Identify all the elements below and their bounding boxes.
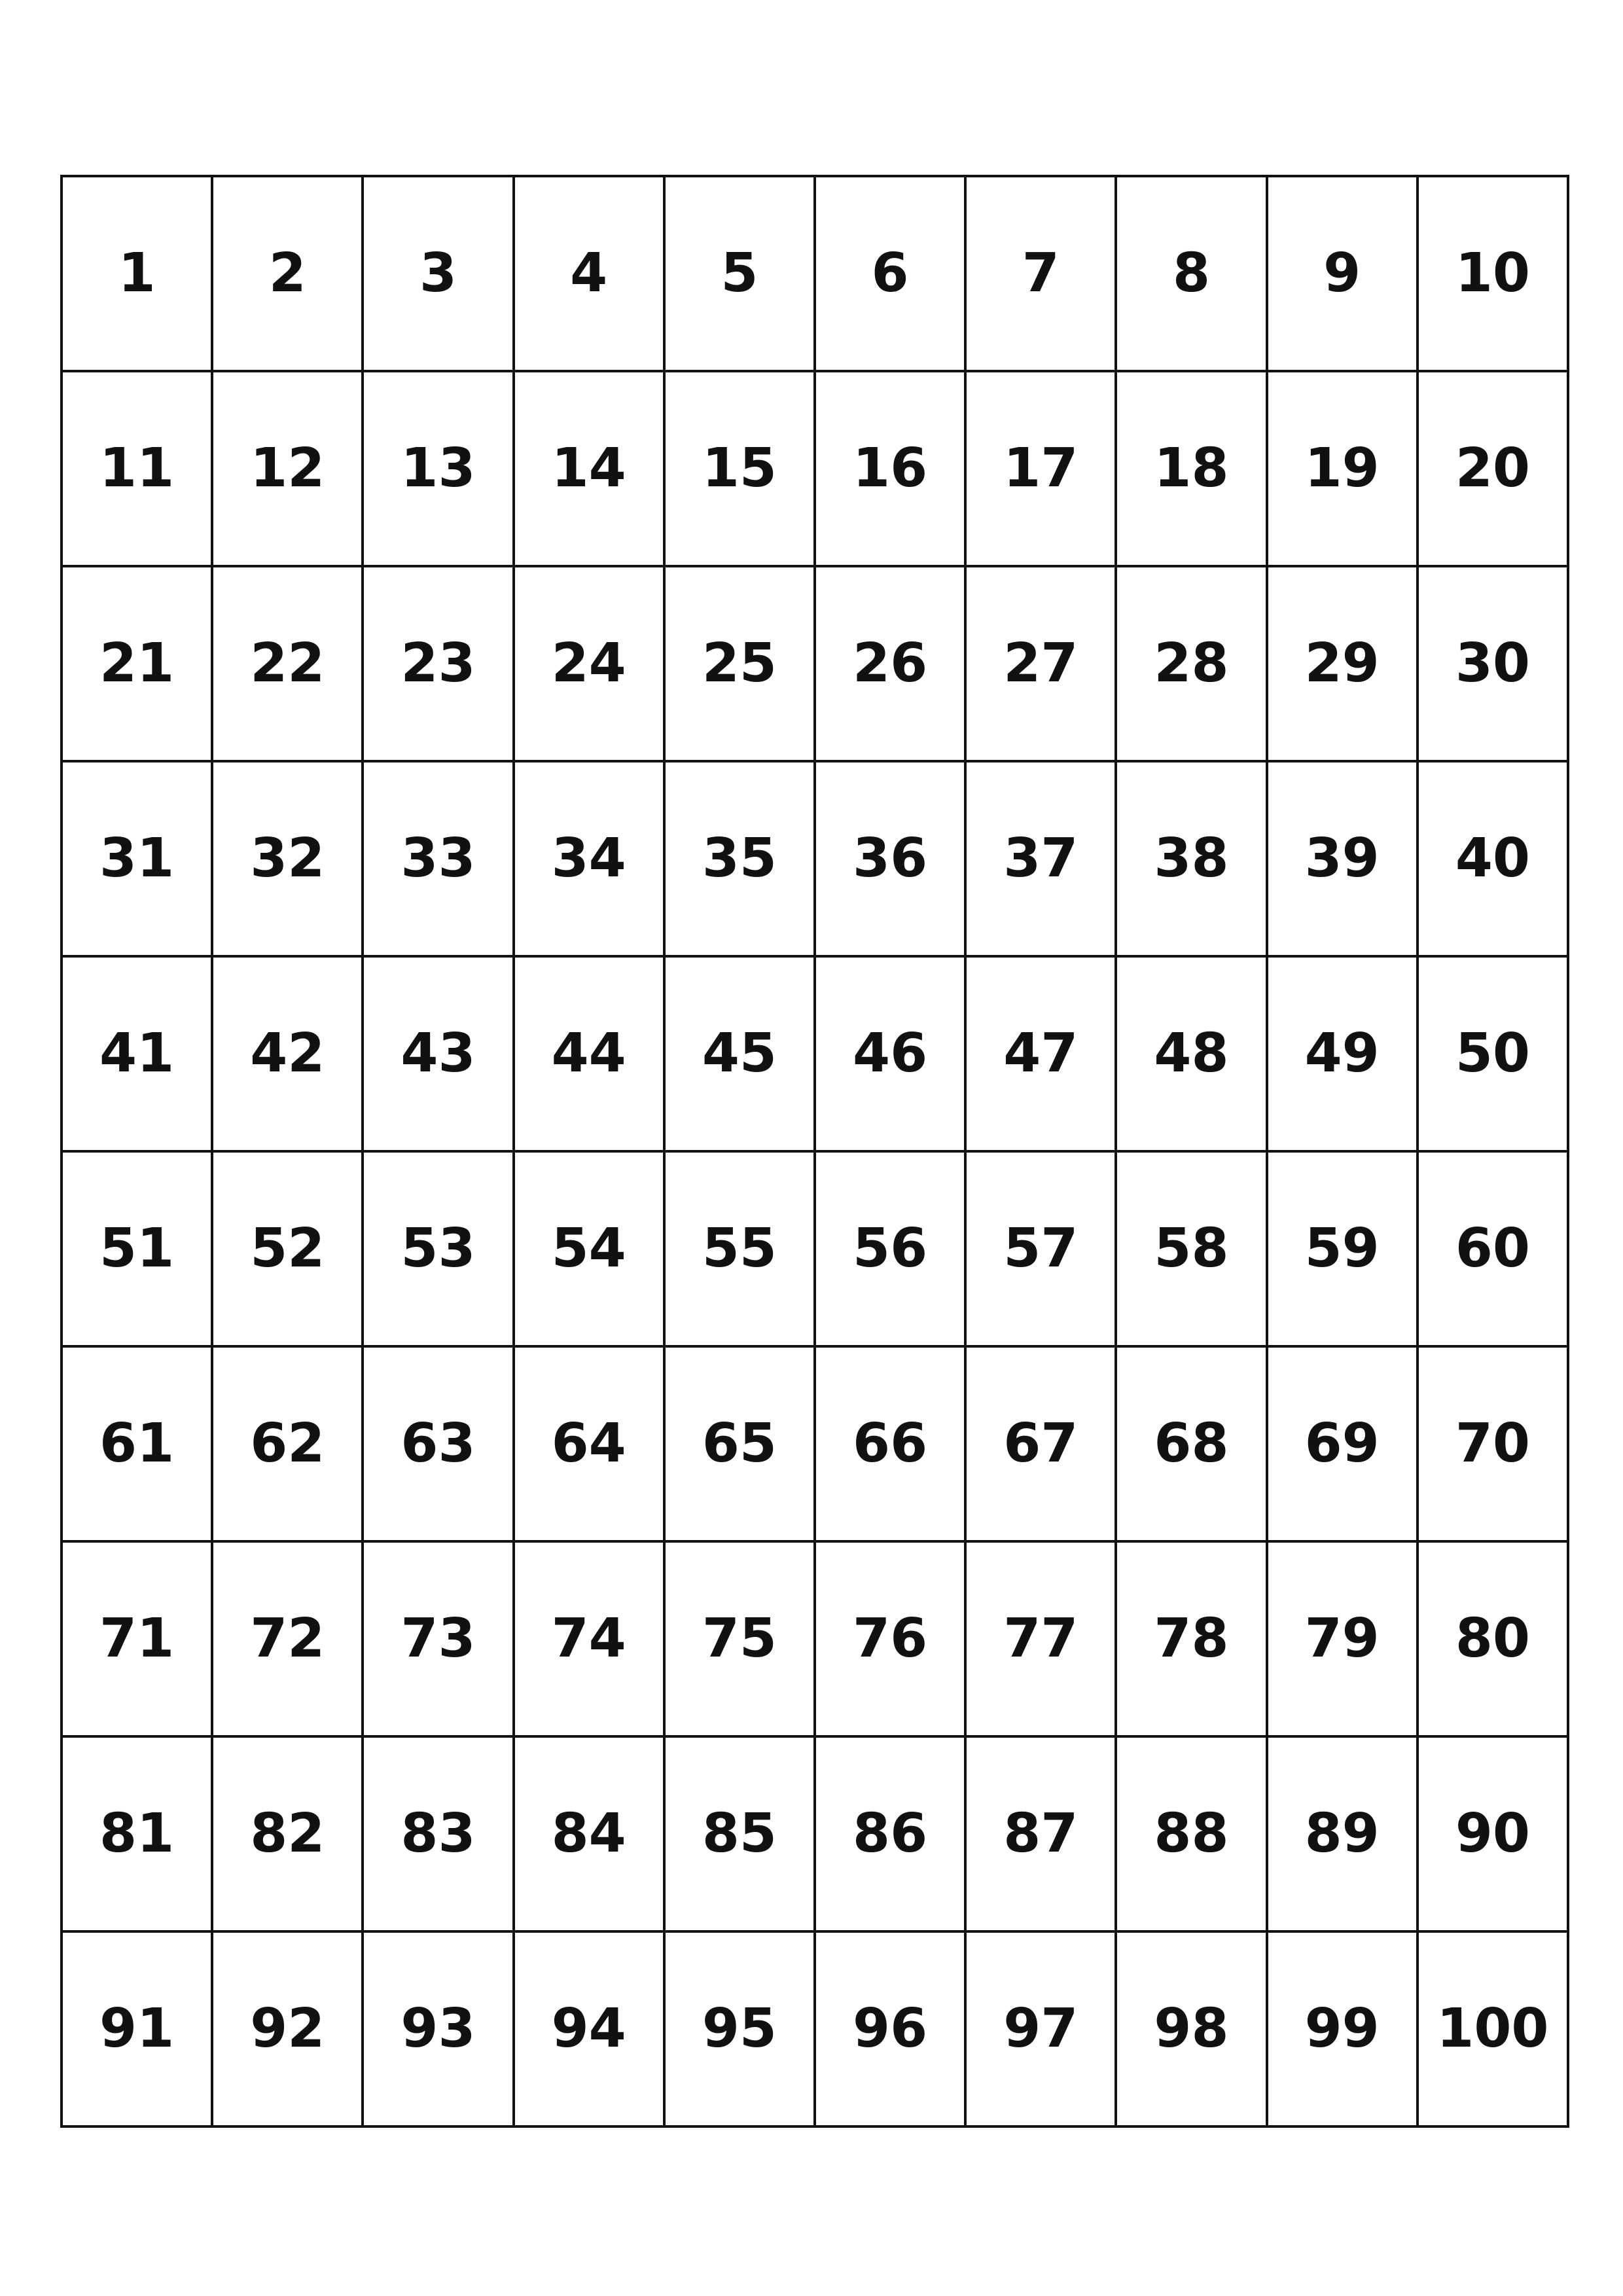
number-cell: 50: [1419, 958, 1569, 1153]
number-cell: 4: [515, 177, 666, 372]
number-cell: 11: [63, 372, 213, 567]
number-cell: 55: [666, 1153, 816, 1348]
number-cell: 25: [666, 567, 816, 762]
number-cell: 22: [213, 567, 364, 762]
number-cell: 23: [364, 567, 514, 762]
number-cell: 95: [666, 1933, 816, 2128]
number-cell: 74: [515, 1543, 666, 1738]
number-cell: 64: [515, 1348, 666, 1543]
number-cell: 88: [1117, 1738, 1268, 1933]
number-cell: 52: [213, 1153, 364, 1348]
number-cell: 32: [213, 762, 364, 958]
number-cell: 90: [1419, 1738, 1569, 1933]
number-cell: 72: [213, 1543, 364, 1738]
number-cell: 82: [213, 1738, 364, 1933]
number-cell: 92: [213, 1933, 364, 2128]
number-cell: 9: [1268, 177, 1419, 372]
number-cell: 44: [515, 958, 666, 1153]
number-cell: 75: [666, 1543, 816, 1738]
number-cell: 15: [666, 372, 816, 567]
number-cell: 79: [1268, 1543, 1419, 1738]
number-cell: 60: [1419, 1153, 1569, 1348]
number-cell: 97: [967, 1933, 1117, 2128]
number-cell: 46: [816, 958, 967, 1153]
number-cell: 94: [515, 1933, 666, 2128]
number-cell: 86: [816, 1738, 967, 1933]
number-cell: 1: [63, 177, 213, 372]
number-cell: 27: [967, 567, 1117, 762]
number-cell: 3: [364, 177, 514, 372]
number-cell: 39: [1268, 762, 1419, 958]
number-cell: 34: [515, 762, 666, 958]
number-cell: 36: [816, 762, 967, 958]
number-cell: 37: [967, 762, 1117, 958]
number-cell: 2: [213, 177, 364, 372]
number-cell: 98: [1117, 1933, 1268, 2128]
number-cell: 84: [515, 1738, 666, 1933]
number-cell: 81: [63, 1738, 213, 1933]
number-cell: 51: [63, 1153, 213, 1348]
number-cell: 45: [666, 958, 816, 1153]
number-cell: 53: [364, 1153, 514, 1348]
number-cell: 63: [364, 1348, 514, 1543]
number-cell: 67: [967, 1348, 1117, 1543]
number-cell: 24: [515, 567, 666, 762]
number-cell: 76: [816, 1543, 967, 1738]
number-cell: 59: [1268, 1153, 1419, 1348]
number-cell: 70: [1419, 1348, 1569, 1543]
number-cell: 16: [816, 372, 967, 567]
hundred-chart-grid: [60, 175, 1569, 2128]
number-cell: 71: [63, 1543, 213, 1738]
number-cell: 73: [364, 1543, 514, 1738]
number-cell: 35: [666, 762, 816, 958]
number-cell: 48: [1117, 958, 1268, 1153]
number-cell: 26: [816, 567, 967, 762]
number-cell: 93: [364, 1933, 514, 2128]
number-cell: 12: [213, 372, 364, 567]
number-cell: 42: [213, 958, 364, 1153]
number-cell: 91: [63, 1933, 213, 2128]
number-cell: 57: [967, 1153, 1117, 1348]
number-cell: 66: [816, 1348, 967, 1543]
number-cell: 78: [1117, 1543, 1268, 1738]
number-cell: 83: [364, 1738, 514, 1933]
number-cell: 65: [666, 1348, 816, 1543]
number-cell: 19: [1268, 372, 1419, 567]
number-cell: 87: [967, 1738, 1117, 1933]
number-cell: 68: [1117, 1348, 1268, 1543]
number-cell: 54: [515, 1153, 666, 1348]
number-cell: 56: [816, 1153, 967, 1348]
number-cell: 58: [1117, 1153, 1268, 1348]
number-cell: 40: [1419, 762, 1569, 958]
number-cell: 5: [666, 177, 816, 372]
number-cell: 38: [1117, 762, 1268, 958]
number-cell: 69: [1268, 1348, 1419, 1543]
number-cell: 89: [1268, 1738, 1419, 1933]
number-cell: 77: [967, 1543, 1117, 1738]
number-cell: 100: [1419, 1933, 1569, 2128]
number-cell: 17: [967, 372, 1117, 567]
number-cell: 13: [364, 372, 514, 567]
number-cell: 33: [364, 762, 514, 958]
number-cell: 29: [1268, 567, 1419, 762]
number-cell: 31: [63, 762, 213, 958]
number-cell: 7: [967, 177, 1117, 372]
number-cell: 49: [1268, 958, 1419, 1153]
number-cell: 61: [63, 1348, 213, 1543]
number-cell: 8: [1117, 177, 1268, 372]
number-cell: 43: [364, 958, 514, 1153]
number-cell: 28: [1117, 567, 1268, 762]
number-cell: 41: [63, 958, 213, 1153]
number-cell: 96: [816, 1933, 967, 2128]
number-cell: 18: [1117, 372, 1268, 567]
number-cell: 30: [1419, 567, 1569, 762]
number-cell: 14: [515, 372, 666, 567]
number-cell: 10: [1419, 177, 1569, 372]
number-cell: 99: [1268, 1933, 1419, 2128]
number-cell: 6: [816, 177, 967, 372]
number-cell: 20: [1419, 372, 1569, 567]
number-cell: 21: [63, 567, 213, 762]
number-cell: 62: [213, 1348, 364, 1543]
number-cell: 85: [666, 1738, 816, 1933]
number-cell: 80: [1419, 1543, 1569, 1738]
number-cell: 47: [967, 958, 1117, 1153]
